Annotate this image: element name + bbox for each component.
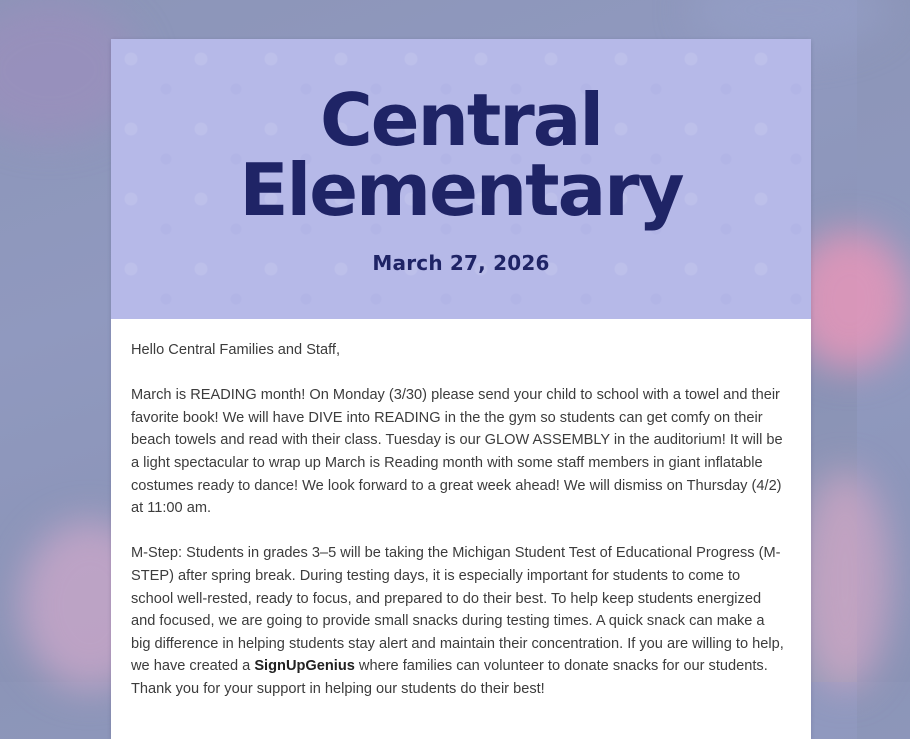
mstep-text-end: where families can volunteer to donate snacks for our students. Thank you for your support in helping our students do their best! xyxy=(131,658,768,697)
school-title xyxy=(111,39,811,232)
newsletter-card xyxy=(111,39,811,739)
greeting: Hello Central Families and Staff, xyxy=(131,342,341,358)
newsletter-body xyxy=(111,319,811,701)
title-line-1: Central xyxy=(319,78,603,162)
reading-month-paragraph: March is READING month! On Monday (3/30) please send your child to school with a towel and their favorite book! We will have DIVE into READING in the the gym so students can get comfy on their beach towels and read with their class. Tuesday is our GLOW ASSEMBLY in the auditorium! It will be a light spectacular to wrap up March is Reading month with some staff members in giant inflatable costumes ready to dance! We look forward to a great week ahead! We will dismiss on Thursday (4/2) at 11:00 am. xyxy=(131,387,783,517)
newsletter-date: March 27, 2026 xyxy=(372,251,550,275)
signupgenius-link[interactable]: SignUpGenius xyxy=(254,658,355,675)
background-blur xyxy=(800,470,890,690)
mstep-text-start: M-Step: Students in grades 3–5 will be taking the Michigan Student Test of Educational Progress (M-STEP) after spring break. During testing days, it is especially important for students to come to school well-rested, ready to focus, and prepared to do their best. To help keep students energized and focused, we are going to provide small snacks during testing times. A quick snack can make a big difference in helping students stay alert and maintain their concentration. If you are willing to help, we have created a xyxy=(131,545,784,675)
newsletter-header xyxy=(111,39,811,319)
mstep-paragraph xyxy=(131,542,785,700)
title-line-2: Elementary xyxy=(239,148,683,232)
